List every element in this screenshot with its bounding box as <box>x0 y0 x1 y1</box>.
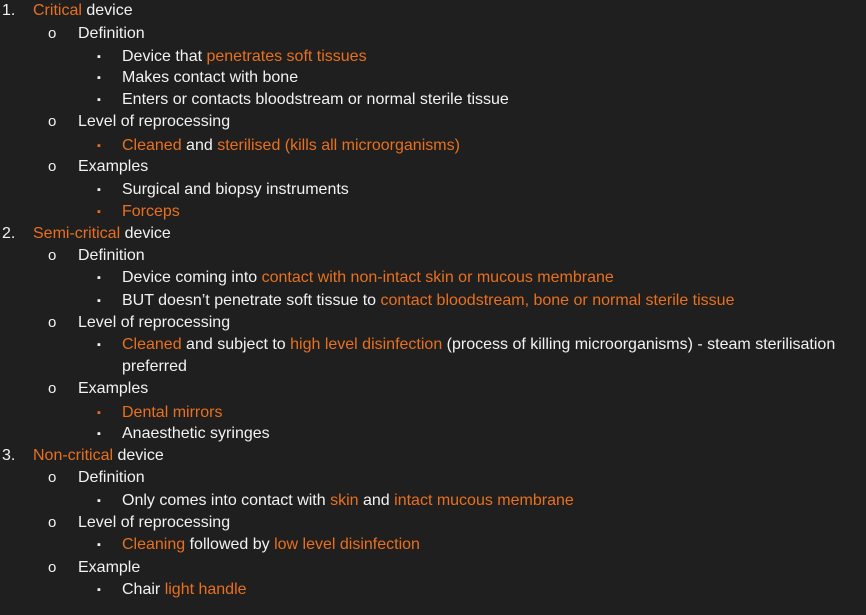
list-item: ▪ Enters or contacts bloodstream or normal sterile tissue <box>0 89 866 111</box>
list-item: ▪ Device that penetrates soft tissues <box>0 46 866 68</box>
square-bullet-icon: ▪ <box>97 51 101 63</box>
section-title-rest: device <box>113 447 164 464</box>
circle-bullet-icon: o <box>48 25 57 42</box>
square-bullet-icon: ▪ <box>97 272 101 284</box>
list-item: ▪ Anaesthetic syringes <box>0 423 866 445</box>
circle-bullet-icon: o <box>48 158 57 175</box>
list-item: ▪ Surgical and biopsy instruments <box>0 179 866 201</box>
list-item: ▪ Makes contact with bone <box>0 67 866 89</box>
examples-heading: o Example <box>0 557 866 579</box>
square-bullet-icon: ▪ <box>97 184 101 196</box>
circle-bullet-icon: o <box>48 247 57 264</box>
section-3-heading <box>0 445 866 467</box>
list-number: 1. <box>2 2 16 19</box>
examples-heading: o Examples <box>0 378 866 400</box>
list-number: 2. <box>2 225 16 242</box>
square-bullet-icon: ▪ <box>97 428 101 440</box>
square-bullet-icon: ▪ <box>97 339 101 351</box>
list-item: ▪ Only comes into contact with skin and intact mucous membrane <box>0 490 866 512</box>
list-number: 3. <box>2 447 16 464</box>
list-item: ▪ Cleaned and subject to high level disinfection (process of killing microorganisms) - steam sterilisation <box>0 334 866 356</box>
square-bullet-icon: ▪ <box>97 206 101 218</box>
section-2-heading <box>0 223 866 245</box>
square-bullet-icon: ▪ <box>97 584 101 596</box>
list-item: ▪ Chair light handle <box>0 579 866 601</box>
circle-bullet-icon: o <box>48 514 57 531</box>
list-item-continuation: preferred <box>122 358 187 375</box>
square-bullet-icon: ▪ <box>97 539 101 551</box>
square-bullet-icon: ▪ <box>97 94 101 106</box>
reprocessing-heading: o Level of reprocessing <box>0 111 866 133</box>
square-bullet-icon: ▪ <box>97 295 101 307</box>
circle-bullet-icon: o <box>48 559 57 576</box>
circle-bullet-icon: o <box>48 113 57 130</box>
square-bullet-icon: ▪ <box>97 495 101 507</box>
list-item: ▪ Forceps <box>0 201 866 223</box>
definition-heading: o Definition <box>0 467 866 489</box>
section-title-rest: device <box>120 225 171 242</box>
square-bullet-icon: ▪ <box>97 140 101 152</box>
definition-heading: o Definition <box>0 245 866 267</box>
reprocessing-heading: o Level of reprocessing <box>0 512 866 534</box>
square-bullet-icon: ▪ <box>97 72 101 84</box>
list-item: ▪ Dental mirrors <box>0 402 866 424</box>
section-title-highlight: Critical <box>33 2 82 19</box>
circle-bullet-icon: o <box>48 314 57 331</box>
list-item: ▪ Cleaned and sterilised (kills all microorganisms) <box>0 135 866 157</box>
examples-heading: o Examples <box>0 156 866 178</box>
list-item: ▪ Cleaning followed by low level disinfection <box>0 534 866 556</box>
section-title-rest: device <box>81 2 133 19</box>
reprocessing-heading: o Level of reprocessing <box>0 312 866 334</box>
list-item: ▪ Device coming into contact with non-intact skin or mucous membrane <box>0 267 866 289</box>
circle-bullet-icon: o <box>48 469 57 486</box>
square-bullet-icon: ▪ <box>97 407 101 419</box>
list-item: ▪ BUT doesn’t penetrate soft tissue to contact bloodstream, bone or normal sterile tissue <box>0 290 866 312</box>
section-title-highlight: Non-critical <box>33 447 114 464</box>
definition-heading: o Definition <box>0 23 866 45</box>
section-1-heading <box>0 0 866 22</box>
circle-bullet-icon: o <box>48 380 57 397</box>
section-title-highlight: Semi-critical <box>33 225 121 242</box>
